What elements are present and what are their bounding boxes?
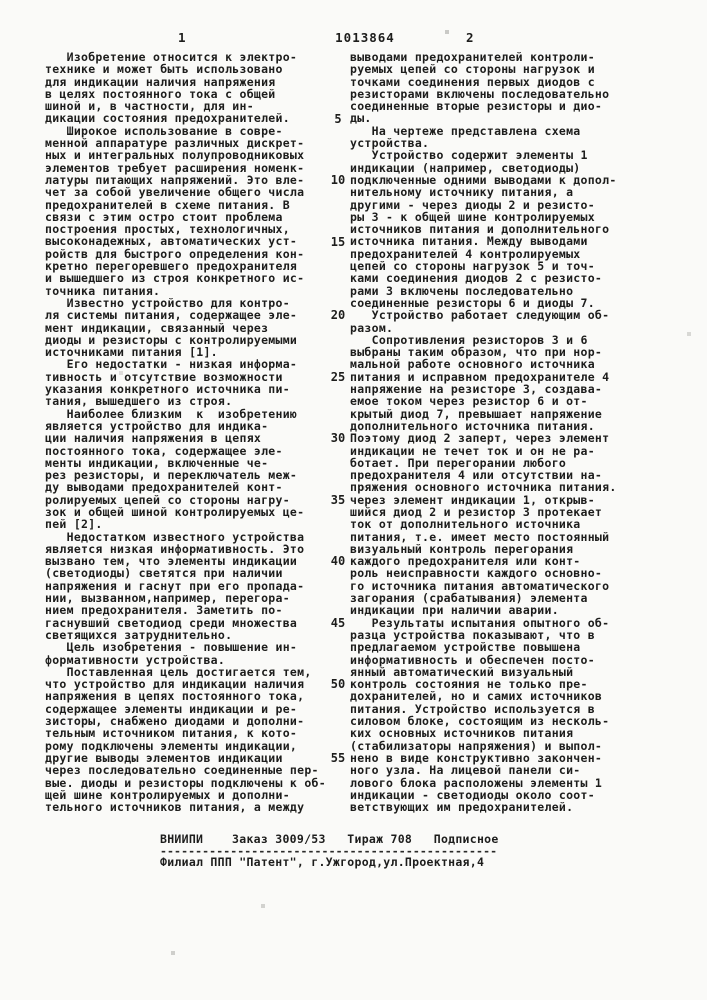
text-line: источника питания. Между выводами bbox=[350, 234, 588, 249]
text-line: зок и общей шиной контролируемых це- bbox=[45, 504, 305, 519]
page-header bbox=[0, 30, 707, 46]
imprint-line: ВНИИПИ Заказ 3009/53 Тираж 708 Подписное bbox=[160, 832, 499, 846]
text-line: силовом блоке, состоящим из несколь- bbox=[350, 714, 610, 729]
text-line: емое током через резистор 6 и от- bbox=[350, 394, 588, 409]
text-line: нии, вызванном,например, перегора- bbox=[45, 591, 290, 606]
text-line: менной аппаратуре различных дискрет- bbox=[45, 136, 305, 151]
line-number-gutter bbox=[325, 51, 351, 815]
text-line: ролируемых цепей со стороны нагру- bbox=[45, 492, 290, 507]
text-line: указания конкретного источника пи- bbox=[45, 382, 290, 397]
text-line: для индикации наличия напряжения bbox=[45, 74, 276, 89]
text-line: индикации при наличии аварии. bbox=[350, 603, 559, 618]
text-line: питания и исправном предохранителе 4 bbox=[350, 369, 610, 384]
text-line: через элемент индикации 1, открыв- bbox=[350, 492, 595, 507]
line-number-marker: 25 bbox=[330, 369, 346, 384]
line-number-marker: 40 bbox=[330, 554, 346, 569]
text-line: ток от дополнительного источника bbox=[350, 517, 581, 532]
text-line: и вышедшего из строя конкретного ис- bbox=[45, 271, 305, 286]
text-line: рами 3 включены последовательно bbox=[350, 283, 574, 298]
text-line: Его недостатки - низкая информа- bbox=[45, 357, 298, 372]
text-line: Поэтому диод 2 заперт, через элемент bbox=[350, 431, 610, 446]
text-line: высоконадежных, автоматических уст- bbox=[45, 234, 298, 249]
text-line: Сопротивления резисторов 3 и 6 bbox=[350, 332, 588, 347]
text-line: зисторы, снабжено диодами и дополни- bbox=[45, 714, 305, 729]
text-line: ветствующих им предохранителей. bbox=[350, 800, 574, 815]
text-line: технике и может быть использовано bbox=[45, 62, 283, 77]
text-line: Устройство работает следующим об- bbox=[350, 308, 610, 323]
text-line: нием предохранителя. Заметить по- bbox=[45, 603, 283, 618]
text-line: чет за собой увеличение общего числа bbox=[45, 185, 305, 200]
text-line: ройств для быстрого определения кон- bbox=[45, 246, 305, 261]
text-line: ции наличия напряжения в цепях bbox=[45, 431, 262, 446]
text-line: Известно устройство для контро- bbox=[45, 295, 290, 310]
text-line: связи с этим остро стоит проблема bbox=[45, 209, 283, 224]
text-line: в целях постоянного тока с общей bbox=[45, 86, 276, 101]
patent-number: 1013864 bbox=[335, 30, 395, 45]
text-line: что устройство для индикации наличия bbox=[45, 677, 305, 692]
text-line: гаснувший светодиод среди множества bbox=[45, 615, 298, 630]
text-line: предохранителя 4 или отсутствии на- bbox=[350, 468, 603, 483]
text-line: На чертеже представлена схема bbox=[350, 123, 581, 138]
text-line: подключенные одними выводами к допол- bbox=[350, 172, 617, 187]
text-line: латуры питающих напряжений. Это вле- bbox=[45, 172, 305, 187]
text-line: источниками питания [1]. bbox=[45, 345, 218, 360]
text-line: контроль состояния не только пре- bbox=[350, 677, 588, 692]
text-line: вызвано тем, что элементы индикации bbox=[45, 554, 298, 569]
text-line: кретно перегоревшего предохранителя bbox=[45, 259, 298, 274]
text-line: рез резисторы, и переключатель меж- bbox=[45, 468, 298, 483]
text-line: мальной работе основного источника bbox=[350, 357, 595, 372]
text-line: светящихся затруднительно. bbox=[45, 627, 233, 642]
text-line: источников питания и дополнительного bbox=[350, 222, 610, 237]
text-line: соединенные вторые резисторы и дио- bbox=[350, 99, 603, 114]
text-line: является низкая информативность. Это bbox=[45, 541, 305, 556]
text-line: шийся диод 2 и резистор 3 протекает bbox=[350, 504, 603, 519]
line-number-marker: 15 bbox=[330, 234, 346, 249]
text-line: индикации - светодиоды около соот- bbox=[350, 787, 595, 802]
text-line: цепей со стороны нагрузок 5 и точ- bbox=[350, 259, 595, 274]
text-line: напряжения в цепях постоянного тока, bbox=[45, 689, 305, 704]
text-line: вые. диоды и резисторы подключены к об- bbox=[45, 775, 326, 790]
text-line: ких основных источников питания bbox=[350, 726, 574, 741]
text-line: питания. Устройство используется в bbox=[350, 701, 595, 716]
text-line: является устройство для индика- bbox=[45, 418, 269, 433]
text-line: диоды и резисторы с контролируемыми bbox=[45, 332, 298, 347]
text-line: нительному источнику питания, а bbox=[350, 185, 574, 200]
text-line: (стабилизаторы напряжения) и выпол- bbox=[350, 738, 603, 753]
text-line: пряжения основного источника питания. bbox=[350, 480, 617, 495]
text-line: ду выводами предохранителей конт- bbox=[45, 480, 283, 495]
text-line: Поставленная цель достигается тем, bbox=[45, 664, 312, 679]
text-line: ды. bbox=[350, 111, 372, 126]
text-line: ля системы питания, содержащее эле- bbox=[45, 308, 298, 323]
text-line: Результаты испытания опытного об- bbox=[350, 615, 610, 630]
text-line: лового блока расположены элементы 1 bbox=[350, 775, 603, 790]
branch-line: Филиал ППП "Патент", г.Ужгород,ул.Проектная,4 bbox=[160, 854, 485, 869]
text-line: постоянного тока, содержащее эле- bbox=[45, 443, 283, 458]
text-line: ры 3 - к общей шине контролируемых bbox=[350, 209, 595, 224]
text-line: пей [2]. bbox=[45, 517, 103, 532]
text-line: предохранителей в схеме питания. В bbox=[45, 197, 290, 212]
scan-specks bbox=[0, 0, 2, 2]
text-line: точника питания. bbox=[45, 283, 161, 298]
text-line: Наиболее близким к изобретению bbox=[45, 406, 298, 421]
text-line: дополнительного источника питания. bbox=[350, 418, 595, 433]
text-line: индикации (например, светодиоды) bbox=[350, 160, 581, 175]
text-line: предохранителей 4 контролируемых bbox=[350, 246, 581, 261]
text-line: янный автоматический визуальный bbox=[350, 664, 574, 679]
line-number-marker: 50 bbox=[330, 677, 346, 692]
text-line: Широкое использование в совре- bbox=[45, 123, 283, 138]
line-number-marker: 20 bbox=[330, 308, 346, 323]
text-line: дохранителей, но и самих источников bbox=[350, 689, 603, 704]
text-line: элементов требует расширения номенк- bbox=[45, 160, 305, 175]
text-line: дикации состояния предохранителей. bbox=[45, 111, 290, 126]
text-line: напряжения и гаснут при его пропада- bbox=[45, 578, 305, 593]
footer-divider: ------------------------------------------------ bbox=[160, 843, 498, 858]
text-line: каждого предохранителя или конт- bbox=[350, 554, 581, 569]
text-line: рому подключены элементы индикации, bbox=[45, 738, 298, 753]
text-line: построения простых, технологичных, bbox=[45, 222, 290, 237]
text-line: Изобретение относится к электро- bbox=[45, 50, 298, 64]
text-line: содержащее элементы индикации и ре- bbox=[45, 701, 298, 716]
text-line: Недостатком известного устройства bbox=[45, 529, 305, 544]
column-number-right: 2 bbox=[466, 30, 474, 45]
text-line: напряжение на резисторе 3, создава- bbox=[350, 382, 603, 397]
text-line: предлагаемом устройстве повышена bbox=[350, 640, 581, 655]
text-line: роль неисправности каждого основно- bbox=[350, 566, 603, 581]
text-line: ного узла. На лицевой панели си- bbox=[350, 763, 581, 778]
text-line: выводами предохранителей контроли- bbox=[350, 50, 595, 64]
text-line: другими - через диоды 2 и резисто- bbox=[350, 197, 595, 212]
column-number-left: 1 bbox=[178, 30, 186, 45]
text-line: загорания (срабатывания) элемента bbox=[350, 591, 588, 606]
text-line: устройства. bbox=[350, 136, 430, 151]
text-line: (светодиоды) светятся при наличии bbox=[45, 566, 283, 581]
page-footer bbox=[160, 833, 560, 868]
line-number-marker: 35 bbox=[330, 492, 346, 507]
text-line: формативности устройства. bbox=[45, 652, 226, 667]
left-column bbox=[45, 51, 337, 813]
text-line: го источника питания автоматического bbox=[350, 578, 610, 593]
right-column bbox=[350, 51, 655, 813]
line-number-marker: 30 bbox=[330, 431, 346, 446]
text-line: соединенные резисторы 6 и диоды 7. bbox=[350, 295, 595, 310]
text-line: разом. bbox=[350, 320, 394, 335]
line-number-marker: 5 bbox=[334, 111, 342, 126]
text-line: тельным источником питания, к кото- bbox=[45, 726, 298, 741]
line-number-marker: 55 bbox=[330, 751, 346, 766]
text-line: тельного источников питания, а между bbox=[45, 800, 305, 815]
text-line: другие выводы элементов индикации bbox=[45, 750, 283, 765]
text-line: ных и интегральных полупроводниковых bbox=[45, 148, 305, 163]
text-line: тания, вышедшего из строя. bbox=[45, 394, 233, 409]
text-line: щей шине контролируемых и дополни- bbox=[45, 787, 290, 802]
line-number-marker: 10 bbox=[330, 173, 346, 187]
text-line: визуальный контроль перегорания bbox=[350, 541, 574, 556]
text-line: мент индикации, связанный через bbox=[45, 320, 269, 335]
text-line: питания, т.е. имеет место постоянный bbox=[350, 529, 610, 544]
text-line: Цель изобретения - повышение ин- bbox=[45, 640, 298, 655]
text-line: выбраны таким образом, что при нор- bbox=[350, 345, 603, 360]
text-line: Устройство содержит элементы 1 bbox=[350, 148, 588, 163]
text-line: индикации не течет ток и он не ра- bbox=[350, 443, 595, 458]
text-line: через последовательно соединенные пер- bbox=[45, 763, 319, 778]
text-line: менты индикации, включенные че- bbox=[45, 455, 269, 470]
text-line: ботает. При перегорании любого bbox=[350, 455, 567, 470]
text-line: разца устройства показывают, что в bbox=[350, 627, 595, 642]
text-line: тивность и отсутствие возможности bbox=[45, 369, 283, 384]
text-line: ками соединения диодов 2 с резисто- bbox=[350, 271, 603, 286]
text-line: руемых цепей со стороны нагрузок и bbox=[350, 62, 595, 77]
text-line: точками соединения первых диодов с bbox=[350, 74, 595, 89]
text-line: резисторами включены последовательно bbox=[350, 86, 610, 101]
text-line: шиной и, в частности, для ин- bbox=[45, 99, 254, 114]
text-line: информативность и обеспечен посто- bbox=[350, 652, 595, 667]
text-line: крытый диод 7, превышает напряжение bbox=[350, 406, 603, 421]
text-line: нено в виде конструктивно закончен- bbox=[350, 750, 603, 765]
line-number-marker: 45 bbox=[330, 615, 346, 630]
